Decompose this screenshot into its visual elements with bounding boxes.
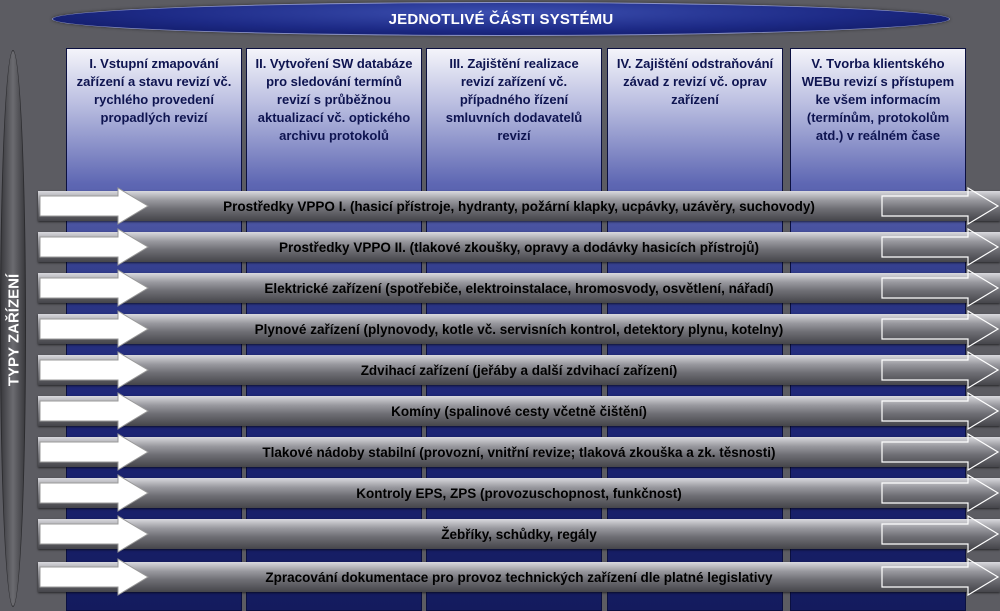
column-label: II. Vytvoření SW databáze pro sledování termínů revizí s průběžnou aktualizací vč. optického archivu protokolů — [255, 56, 413, 143]
row-label: Elektrické zařízení (spotřebiče, elektroinstalace, hromosvody, osvětlení, nářadí) — [264, 280, 774, 296]
row-7 — [38, 433, 1000, 471]
row-1 — [38, 187, 1000, 225]
row-2 — [38, 228, 1000, 266]
row-6 — [38, 392, 1000, 430]
row-10 — [38, 558, 1000, 596]
column-label: V. Tvorba klientského WEBu revizí s přístupem ke všem informacím (termínům, protokolům atd.) v reálném čase — [801, 56, 955, 143]
column-label: I. Vstupní zmapování zařízení a stavu revizí vč. rychlého provedení propadlých revizí — [76, 56, 232, 125]
row-label: Tlakové nádoby stabilní (provozní, vnitřní revize; tlaková zkouška a zk. těsnosti) — [262, 444, 776, 460]
row-label: Zpracování dokumentace pro provoz technických zařízení dle platné legislativy — [265, 569, 773, 585]
row-label: Komíny (spalinové cesty včetně čištění) — [391, 403, 647, 419]
row-5 — [38, 351, 1000, 389]
row-label: Prostředky VPPO I. (hasicí přístroje, hydranty, požární klapky, ucpávky, uzávěry, suchovody) — [223, 198, 815, 214]
header-banner — [52, 2, 950, 36]
row-8 — [38, 474, 1000, 512]
side-label: TYPY ZAŘÍZENÍ — [5, 273, 23, 387]
header-title: JEDNOTLIVÉ ČÁSTI SYSTÉMU — [388, 10, 614, 28]
row-4 — [38, 310, 1000, 348]
row-label: Zdvihací zařízení (jeřáby a další zdvihací zařízení) — [360, 362, 678, 378]
row-label: Žebříky, schůdky, regály — [441, 526, 597, 542]
column-label: IV. Zajištění odstraňování závad z revizí vč. oprav zařízení — [616, 56, 774, 107]
row-label: Prostředky VPPO II. (tlakové zkoušky, opravy a dodávky hasicích přístrojů) — [279, 239, 759, 255]
column-label: III. Zajištění realizace revizí zařízení vč. případného řízení smluvních dodavatelů revizí — [445, 56, 583, 143]
row-9 — [38, 515, 1000, 553]
row-3 — [38, 269, 1000, 307]
row-label: Kontroly EPS, ZPS (provozuschopnost, funkčnost) — [356, 485, 682, 501]
row-label: Plynové zařízení (plynovody, kotle vč. servisních kontrol, detektory plynu, kotelny) — [254, 321, 784, 337]
